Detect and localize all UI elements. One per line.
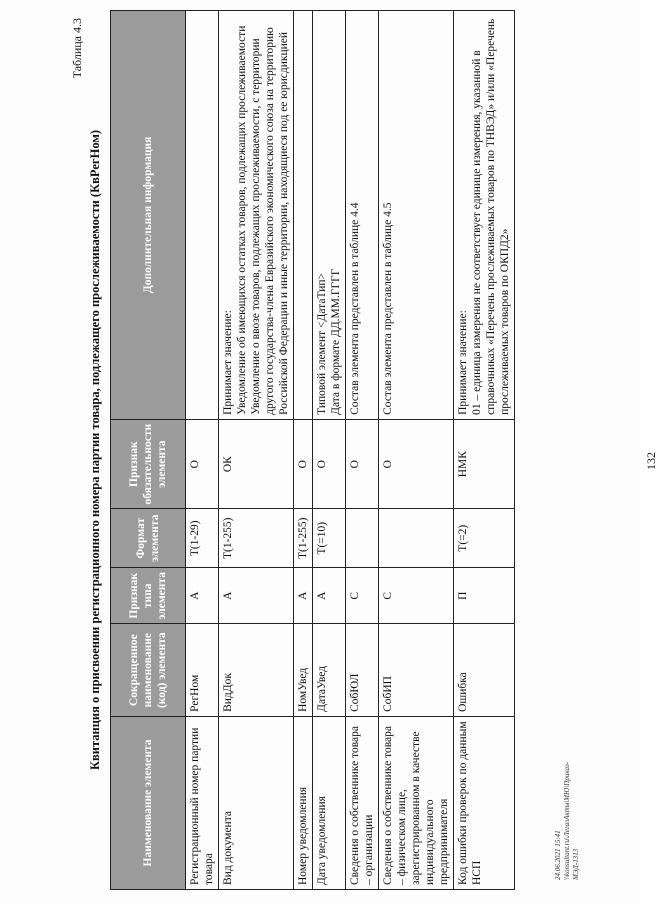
cell-element-required: О bbox=[346, 419, 379, 509]
cell-additional-info bbox=[313, 11, 346, 420]
cell-element-type: А bbox=[294, 568, 313, 624]
cell-element-required: ОК bbox=[219, 419, 294, 509]
cell-additional-info bbox=[454, 11, 515, 420]
header-format: Формат элемента bbox=[111, 509, 186, 568]
cell-element-required: НМК bbox=[454, 419, 515, 509]
cell-element-code: СобИП bbox=[379, 624, 454, 716]
info-line: Дата в формате ДД.ММ.ГГГГ bbox=[330, 268, 342, 415]
cell-element-format bbox=[379, 509, 454, 568]
cell-element-format: T(1-255) bbox=[294, 509, 313, 568]
info-line: Принимает значение: bbox=[222, 310, 234, 415]
cell-element-code: СобЮЛ bbox=[346, 624, 379, 716]
table-row bbox=[379, 11, 454, 890]
cell-element-name: Сведения о собственнике товара – физическом лице, зарегистрированном в качестве индивидуального предпринимателя bbox=[379, 716, 454, 889]
table-row bbox=[346, 11, 379, 890]
header-name: Наименование элемента bbox=[111, 716, 186, 889]
cell-element-format: T(1-255) bbox=[219, 509, 294, 568]
table-body bbox=[186, 11, 515, 890]
cell-element-format: T(=2) bbox=[454, 509, 515, 568]
cell-element-name: Сведения о собственнике товара – организации bbox=[346, 716, 379, 889]
cell-element-required: О bbox=[186, 419, 219, 509]
cell-element-required: О bbox=[313, 419, 346, 509]
table-row bbox=[294, 11, 313, 890]
table-label: Таблица 4.3 bbox=[70, 18, 84, 79]
cell-additional-info bbox=[346, 11, 379, 420]
cell-element-code: ВидДок bbox=[219, 624, 294, 716]
footer-timestamp: 24.06.2021 15:41 bbox=[554, 830, 562, 880]
table-row bbox=[454, 11, 515, 890]
table-row bbox=[313, 11, 346, 890]
header-info: Дополнительная информация bbox=[111, 11, 186, 420]
info-line: Состав элемента представлен в таблице 4.4 bbox=[349, 202, 361, 415]
cell-element-type: А bbox=[219, 568, 294, 624]
header-code: Сокращенное наименование (код) элемента bbox=[111, 624, 186, 716]
rotated-content bbox=[70, 10, 658, 890]
header-required: Признак обязательности элемента bbox=[111, 419, 186, 509]
cell-element-format: T(1-29) bbox=[186, 509, 219, 568]
cell-element-type: С bbox=[379, 568, 454, 624]
cell-element-code: ДатаУвед bbox=[313, 624, 346, 716]
cell-additional-info bbox=[294, 11, 313, 420]
info-line: Уведомление об имеющихся остатках товаров, подлежащих прослеживаемости bbox=[236, 25, 248, 415]
cell-element-type: А bbox=[186, 568, 219, 624]
elements-table bbox=[110, 10, 515, 890]
cell-element-format: T(=10) bbox=[313, 509, 346, 568]
cell-element-format bbox=[346, 509, 379, 568]
print-footer bbox=[554, 762, 581, 880]
cell-element-type: А bbox=[313, 568, 346, 624]
info-line: Уведомление о ввозе товаров, подлежащих прослеживаемости, с территории другого государства-члена Евразийского экономического союза на территорию Российской Федерации и иные территории, находящиеся под ее юрисдикцией bbox=[250, 27, 290, 415]
header-type: Признак типа элемента bbox=[111, 568, 186, 624]
info-line: Типовой элемент <ДатаТип> bbox=[316, 273, 328, 415]
info-line: Состав элемента представлен в таблице 4.5 bbox=[382, 202, 394, 415]
cell-element-code: РегНом bbox=[186, 624, 219, 716]
cell-additional-info bbox=[219, 11, 294, 420]
table-caption: Квитанция о присвоении регистрационного номера партии товара, подлежащего прослеживаемости (КвРегНом) bbox=[88, 129, 102, 771]
cell-element-type: П bbox=[454, 568, 515, 624]
cell-additional-info bbox=[379, 11, 454, 420]
info-line: Принимает значение: bbox=[457, 310, 469, 415]
cell-element-type: С bbox=[346, 568, 379, 624]
cell-element-code: Ошибка bbox=[454, 624, 515, 716]
header-row bbox=[111, 11, 186, 890]
cell-additional-info bbox=[186, 11, 219, 420]
page-number: 132 bbox=[644, 452, 658, 470]
footer-path: \\konsultant.ru\ЛегалАкты\МЮ\Приказ-МЭД-1313 bbox=[563, 761, 580, 880]
cell-element-required: О bbox=[294, 419, 313, 509]
cell-element-name: Регистрационный номер партии товара bbox=[186, 716, 219, 889]
table-row bbox=[219, 11, 294, 890]
cell-element-name: Вид документа bbox=[219, 716, 294, 889]
cell-element-name: Номер уведомления bbox=[294, 716, 313, 889]
cell-element-required: О bbox=[379, 419, 454, 509]
info-line: 01 – единица измерения не соответствует единице измерения, указанной в справочниках «Перечень прослеживаемых товаров по ТНВЭД» и/или «Перечень прослеживаемых товаров по ОКПД2» bbox=[471, 18, 511, 415]
cell-element-name: Дата уведомления bbox=[313, 716, 346, 889]
table-row bbox=[186, 11, 219, 890]
cell-element-code: НомУвед bbox=[294, 624, 313, 716]
cell-element-name: Код ошибки проверок по данным НСП bbox=[454, 716, 515, 889]
